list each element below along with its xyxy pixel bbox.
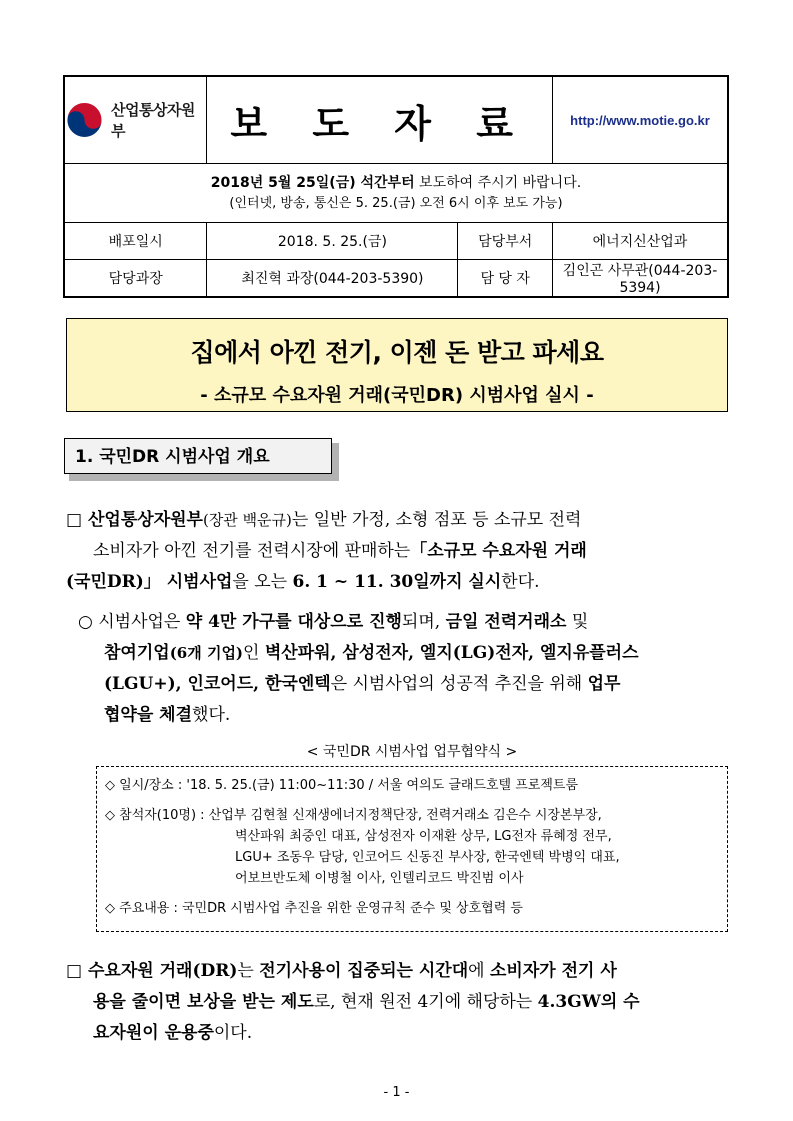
text-target: 약 4만 가구를 대상으로 진행 [185, 612, 402, 632]
text-span: 인 [243, 643, 265, 663]
circle-bullet-icon: ○ [78, 612, 93, 632]
ministry-url-link[interactable]: http://www.motie.go.kr [552, 76, 728, 164]
text-span: 에 [468, 961, 490, 981]
section-heading: 1. 국민DR 시범사업 개요 [64, 438, 332, 474]
attendee-line: LGU+ 조동우 담당, 인코어드 신동진 부사장, 한국엔텍 박병익 대표, [235, 850, 620, 865]
text-peak: 전기사용이 집중되는 시간대 [259, 961, 469, 981]
taegeuk-logo-icon [65, 100, 104, 140]
agreement-title: < 국민DR 시범사업 업무협약식 > [306, 744, 518, 760]
text-span: 이다. [213, 1023, 253, 1043]
text-span: 소비자가 아낀 전기를 전력시장에 판매하는 [93, 541, 411, 561]
paragraph-3 [66, 956, 730, 1049]
text-span: 로, 현재 원전 4기에 해당하는 [313, 992, 538, 1012]
label-director: 담당과장 [64, 260, 207, 298]
text-span: 시범사업은 [92, 612, 186, 632]
value-distribution-date: 2018. 5. 25.(금) [207, 223, 458, 260]
text-companies-2: (LGU+), 인코어드, 한국엔텍 [104, 674, 331, 694]
text-ministry: 산업통상자원부 [88, 510, 203, 530]
text-participants: 참여기업 [104, 643, 170, 663]
press-release-title: 보 도 자 료 [207, 76, 553, 164]
embargo-notice [64, 164, 728, 223]
text-dr: 수요자원 거래(DR) [88, 961, 238, 981]
text-span: 되며, [401, 612, 446, 632]
info-row-distribution [64, 223, 728, 260]
text-span: 는 [237, 961, 260, 981]
text-span: 한다. [501, 572, 540, 592]
headline-box [66, 318, 728, 412]
agreement-attendees: ◇ 참석자(10명) : 산업부 김현철 신재생에너지정책단장, 전력거래소 김은수 시장본부장, [105, 808, 602, 823]
value-contact-person: 김인곤 사무관(044-203-5394) [552, 260, 728, 298]
page-number: - 1 - [383, 1085, 410, 1100]
text-program-name-2: (국민DR)」 시범사업 [66, 572, 233, 592]
text-span: 및 [566, 612, 589, 632]
paragraph-2 [78, 607, 730, 731]
text-company-count: (6개 기업) [169, 644, 244, 662]
agreement-content: ◇ 주요내용 : 국민DR 시범사업 추진을 위한 운영규칙 준수 및 상호협력 등 [105, 901, 523, 916]
text-span: 는 일반 가정, 소형 점포 등 소규모 전력 [291, 510, 582, 530]
text-companies: 벽산파워, 삼성전자, 엘지(LG)전자, 엘지유플러스 [264, 643, 639, 663]
embargo-text: 보도하여 주시기 바랍니다. [414, 174, 582, 191]
text-span: 했다. [192, 705, 231, 725]
attendee-line: 벽산파워 최중인 대표, 삼성전자 이재환 상무, LG전자 류혜정 전무, [235, 829, 612, 844]
label-distribution-date: 배포일시 [64, 223, 207, 260]
agreement-box [96, 766, 728, 932]
text-period: 6. 1 ~ 11. 30일까지 실시 [292, 572, 502, 592]
value-department: 에너지신산업과 [552, 223, 728, 260]
paragraph-1 [66, 505, 730, 598]
label-department: 담당부서 [458, 223, 553, 260]
text-capacity: 4.3GW의 수 [537, 992, 640, 1012]
agreement-datetime: ◇ 일시/장소 : '18. 5. 25.(금) 11:00~11:30 / 서울 여의도 글래드호텔 프로젝트룸 [105, 778, 579, 793]
attendee-line: 어보브반도체 이병철 이사, 인텔리코드 박진범 이사 [235, 871, 524, 886]
text-reward: 용을 줄이면 보상을 받는 제도 [93, 992, 314, 1012]
label-contact-person: 담 당 자 [458, 260, 553, 298]
text-minister: (장관 백운규) [202, 511, 292, 529]
embargo-date: 2018년 5월 25일(금) 석간부터 [210, 174, 415, 191]
text-mou-2: 협약을 체결 [104, 705, 193, 725]
headline: 집에서 아낀 전기, 이젠 돈 받고 파세요 [190, 338, 604, 367]
text-mou: 업무 [587, 674, 621, 694]
logo-cell [64, 76, 207, 164]
checkbox-bullet-icon: □ [66, 961, 83, 981]
info-row-contacts [64, 260, 728, 298]
ministry-name: 산업통상자원부 [110, 101, 195, 140]
value-director: 최진혁 과장(044-203-5390) [207, 260, 458, 298]
checkbox-bullet-icon: □ [66, 510, 83, 530]
text-kpx: 금일 전력거래소 [445, 612, 567, 632]
text-consumer: 소비자가 전기 사 [489, 961, 617, 981]
embargo-sub: (인터넷, 방송, 통신은 5. 25.(금) 오전 6시 이후 보도 가능) [229, 195, 563, 211]
text-capacity-2: 요자원이 운용중 [93, 1023, 214, 1043]
subheadline: - 소규모 수요자원 거래(국민DR) 시범사업 실시 - [200, 385, 594, 406]
text-program-name: 「소규모 수요자원 거래 [410, 541, 587, 561]
text-span: 은 시범사업의 성공적 추진을 위해 [330, 674, 588, 694]
header-table [63, 75, 729, 298]
text-span: 을 오는 [232, 572, 293, 592]
